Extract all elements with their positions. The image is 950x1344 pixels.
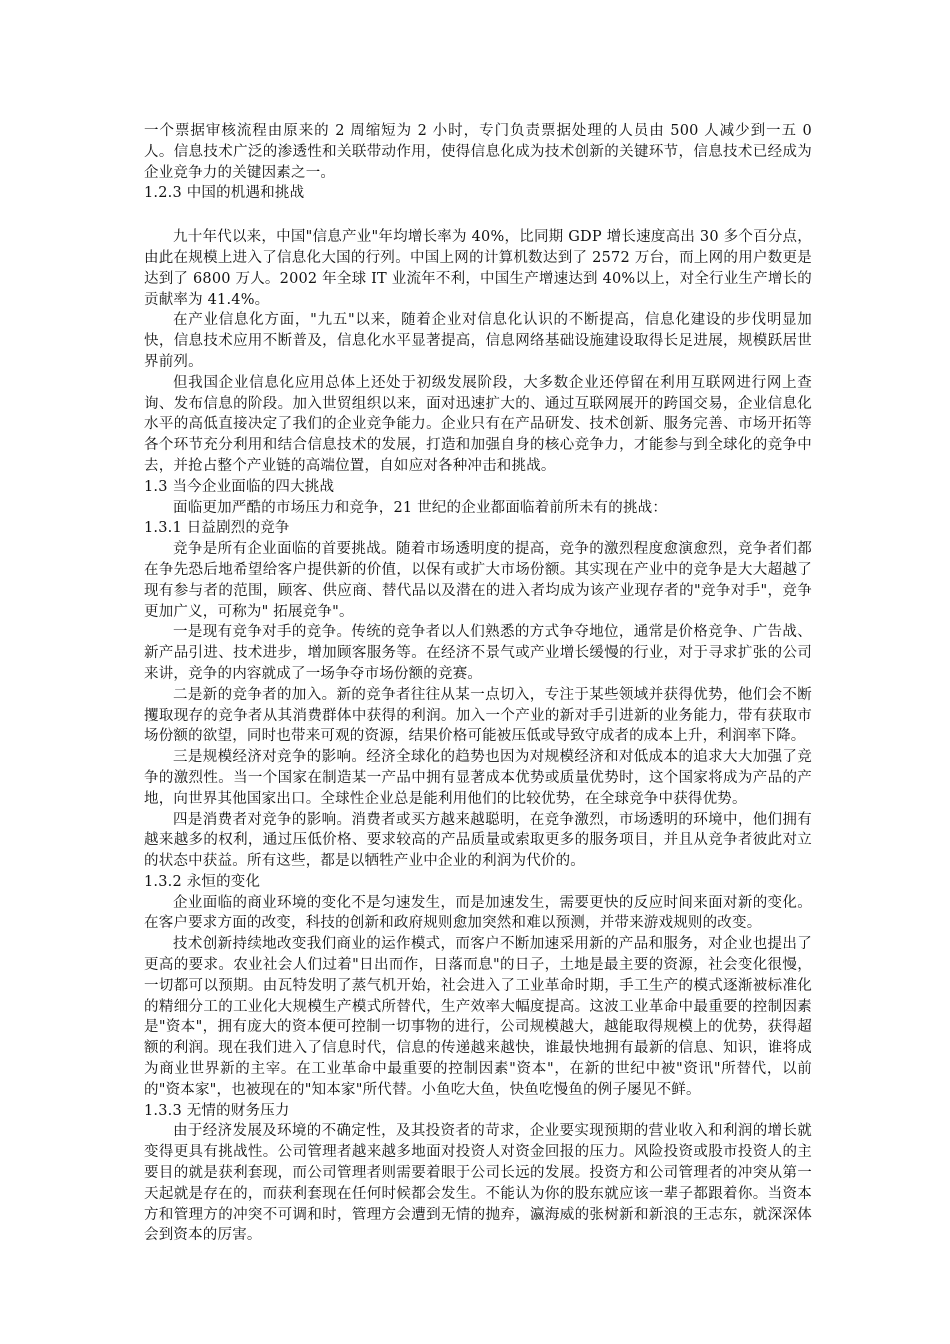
section-heading: 1.3 当今企业面临的四大挑战 <box>144 478 335 495</box>
blank-line <box>144 204 812 227</box>
paragraph: 三是规模经济对竞争的影响。经济全球化的趋势也因为对规模经济和对低成本的追求大大加强了竞争的激烈性。当一个国家在制造某一产品中拥有显著成本优势或质量优势时，这个国家将成为产品的产地，向世界其他国家出口。全球性企业总是能利用他们的比较优势，在全球竞争中获得优势。 <box>144 749 812 807</box>
paragraph: 二是新的竞争者的加入。新的竞争者往往从某一点切入，专注于某些领域并获得优势，他们会不断攫取现存的竞争者从其消费群体中获得的利润。加入一个产业的新对手引进新的业务能力，带有获取市场份额的欲望，同时也带来可观的资源，结果价格可能被压低或导致守成者的成本上升，利润率下降。 <box>144 686 812 745</box>
subsection-heading: 1.3.2 永恒的变化 <box>144 873 261 890</box>
paragraph: 企业面临的商业环境的变化不是匀速发生，而是加速发生，需要更快的反应时间来面对新的变化。在客户要求方面的改变，科技的创新和政府规则愈加突然和难以预测，并带来游戏规则的改变。 <box>144 894 812 932</box>
paragraph: 但我国企业信息化应用总体上还处于初级发展阶段，大多数企业还停留在利用互联网进行网上查询、发布信息的阶段。加入世贸组织以来，面对迅速扩大的、通过互联网展开的跨国交易，企业信息化水平的高低直接决定了我们的企业竞争能力。企业只有在产品研发、技术创新、服务完善、市场开拓等各个环节充分利用和结合信息技术的发展，打造和加强自身的核心竞争力，才能参与到全球化的竞争中去，并抢占整个产业链的高端位置，自如应对各种冲击和挑战。 <box>144 374 812 474</box>
paragraph: 四是消费者对竞争的影响。消费者或买方越来越聪明，在竞争激烈，市场透明的环境中，他们拥有越来越多的权利，通过压低价格、要求较高的产品质量或索取更多的服务项目，并且从竞争者彼此对立的状态中获益。所有这些，都是以牺牲产业中企业的利润为代价的。 <box>144 811 812 870</box>
paragraph: 由于经济发展及环境的不确定性，及其投资者的苛求，企业要实现预期的营业收入和利润的增长就变得更具有挑战性。公司管理者越来越多地面对投资人对资金回报的压力。风险投资或股市投资人的主要目的就是获利套现，而公司管理者则需要着眼于公司长远的发展。投资方和公司管理者的冲突从第一天起就是存在的，而获利套现在任何时候都会发生。不能认为你的股东就应该一辈子都跟着你。当资本方和管理方的冲突不可调和时，管理方会遭到无情的抛弃，瀛海威的张树新和新浪的王志东，就深深体会到资本的厉害。 <box>144 1123 812 1244</box>
paragraph: 在产业信息化方面，"九五"以来，随着企业对信息化认识的不断提高，信息化建设的步伐明显加快，信息技术应用不断普及，信息化水平显著提高，信息网络基础设施建设取得长足进展，规模跃居世界前列。 <box>144 312 812 370</box>
paragraph: 九十年代以来，中国"信息产业"年均增长率为 40%，比同期 GDP 增长速度高出 30 多个百分点，由此在规模上进入了信息化大国的行列。中国上网的计算机数达到了 2572 万台，而上网的用户数更是达到了 6800 万人。2002 年全球 IT 业流年不利，中国生产增速达到 40%以上，对全行业生产增长的贡献率为 41.4%。 <box>144 229 812 308</box>
paragraph: 一是现有竞争对手的竞争。传统的竞争者以人们熟悉的方式争夺地位，通常是价格竞争、广告战、新产品引进、技术进步，增加顾客服务等。在经济不景气或产业增长缓慢的行业，对于寻求扩张的公司来讲，竞争的内容就成了一场争夺市场份额的竞赛。 <box>144 624 812 682</box>
section-heading: 1.2.3 中国的机遇和挑战 <box>144 185 305 202</box>
paragraph: 技术创新持续地改变我们商业的运作模式，而客户不断加速采用新的产品和服务，对企业也提出了更高的要求。农业社会人们过着"日出而作，日落而息"的日子，土地是最主要的资源，社会变化很慢，一切都可以预期。由瓦特发明了蒸气机开始，社会进入了工业革命时期，手工生产的模式逐渐被标准化的精细分工的工业化大规模生产模式所替代，生产效率大幅度提高。这波工业革命中最重要的控制因素是"资本"，拥有庞大的资本便可控制一切事物的进行，公司规模越大，越能取得规模上的优势，获得超额的利润。现在我们进入了信息时代，信息的传递越来越快，谁最快地拥有最新的信息、知识，谁将成为商业世界新的主宰。在工业革命中最重要的控制因素"资本"，在新的世纪中被"资讯"所替代，以前的"资本家"，也被现在的"知本家"所代替。小鱼吃大鱼，快鱼吃慢鱼的例子屡见不鲜。 <box>144 936 812 1098</box>
subsection-heading: 1.3.3 无情的财务压力 <box>144 1102 290 1119</box>
paragraph: 面临更加严酷的市场压力和竞争，21 世纪的企业都面临着前所未有的挑战： <box>173 499 668 516</box>
document-page <box>144 121 812 1246</box>
paragraph: 一个票据审核流程由原来的 2 周缩短为 2 小时，专门负责票据处理的人员由 500 人减少到一五 0 人。信息技术广泛的渗透性和关联带动作用，使得信息化成为技术创新的关键环节，信息技术已经成为企业竞争力的关键因素之一。 <box>144 123 812 181</box>
paragraph: 竞争是所有企业面临的首要挑战。随着市场透明度的提高，竞争的激烈程度愈演愈烈，竞争者们都在争先恐后地希望给客户提供新的价值，以保有或扩大市场份额。其实现在产业中的竞争是大大超越了现有参与者的范围，顾客、供应商、替代品以及潜在的进入者均成为该产业现存者的"竞争对手"，竞争更加广义，可称为" 拓展竞争"。 <box>144 541 812 620</box>
subsection-heading: 1.3.1 日益剧烈的竞争 <box>144 520 290 537</box>
